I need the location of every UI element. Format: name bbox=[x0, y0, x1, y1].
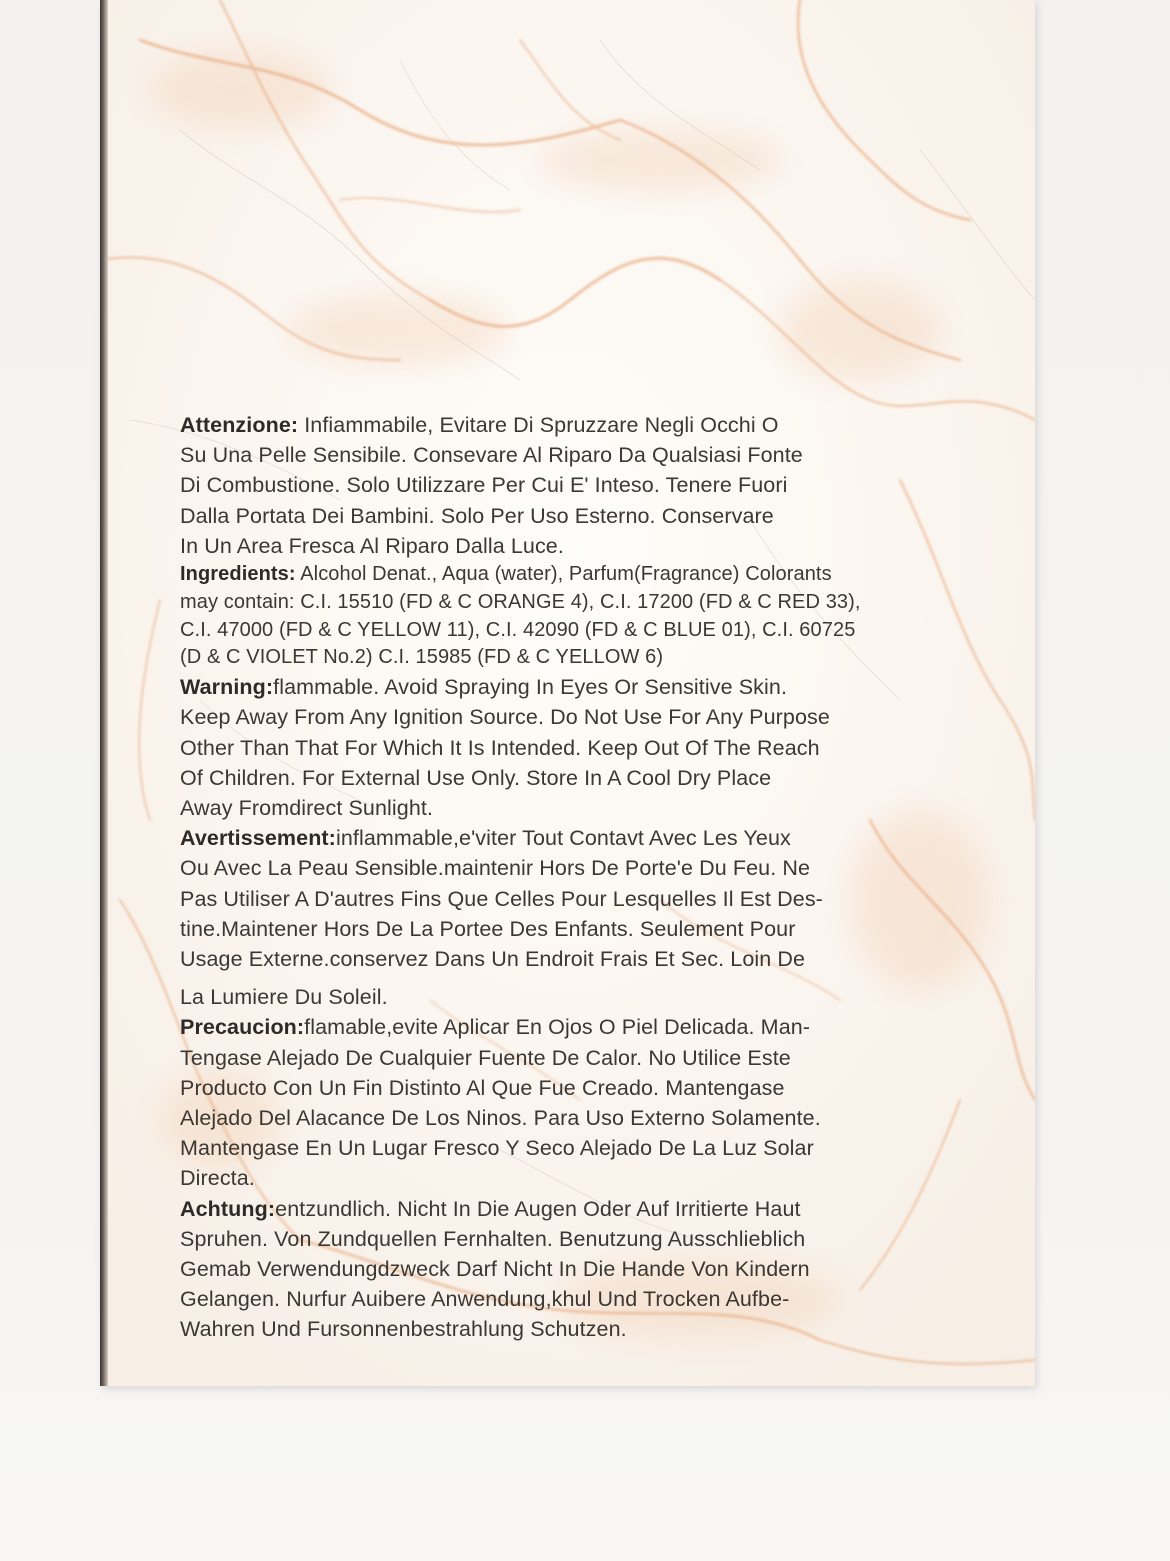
italian-warning-line: In Un Area Fresca Al Riparo Dalla Luce. bbox=[180, 533, 564, 558]
french-warning-line: Usage Externe.conservez Dans Un Endroit Frais Et Sec. Loin De bbox=[180, 947, 806, 972]
italian-warning-heading: Attenzione: bbox=[180, 413, 299, 437]
ingredients-line: C.I. 47000 (FD & C YELLOW 11), C.I. 42090 (FD & C BLUE 01), C.I. 60725 bbox=[180, 618, 856, 641]
french-warning-line: Ou Avec La Peau Sensible.maintenir Hors De Porte'e Du Feu. Ne bbox=[180, 856, 811, 881]
italian-warning-line: Infiammabile, Evitare Di Spruzzare Negli Occhi O bbox=[298, 413, 779, 437]
spanish-warning-heading: Precaucion: bbox=[180, 1015, 305, 1040]
german-warning-line: Gelangen. Nurfur Auibere Anwendung,khul Und Trocken Aufbe- bbox=[180, 1287, 790, 1312]
spanish-warning bbox=[180, 1012, 980, 1193]
spanish-warning-line: Producto Con Un Fin Distinto Al Que Fue Creado. Mantengase bbox=[180, 1075, 785, 1100]
spanish-warning-line: Mantengase En Un Lugar Fresco Y Seco Alejado De La Luz Solar bbox=[180, 1136, 814, 1161]
english-warning-line: Keep Away From Any Ignition Source. Do Not Use For Any Purpose bbox=[180, 705, 830, 730]
italian-warning-line: Di Combustione. Solo Utilizzare Per Cui E' Inteso. Tenere Fuori bbox=[180, 473, 788, 498]
spanish-warning-line: Tengase Alejado De Cualquier Fuente De Calor. No Utilice Este bbox=[180, 1045, 791, 1070]
german-warning-line: Gemab Verwendungdzweck Darf Nicht In Die Hande Von Kindern bbox=[180, 1257, 810, 1282]
ingredients-line: (D & C VIOLET No.2) C.I. 15985 (FD & C YELLOW 6) bbox=[180, 646, 664, 669]
italian-warning-line: Dalla Portata Dei Bambini. Solo Per Uso Esterno. Conservare bbox=[180, 503, 774, 528]
warning-label-text bbox=[180, 410, 980, 1345]
french-warning-heading: Avertissement: bbox=[180, 826, 336, 851]
spanish-warning-line: flamable,evite Aplicar En Ojos O Piel Delicada. Man- bbox=[304, 1015, 811, 1040]
german-warning-heading: Achtung: bbox=[180, 1196, 276, 1221]
ingredients-heading: Ingredients: bbox=[180, 563, 296, 586]
english-warning-line: Other Than That For Which It Is Intended. Keep Out Of The Reach bbox=[180, 735, 820, 760]
english-warning bbox=[180, 672, 980, 823]
perfume-box-side-panel bbox=[100, 0, 1035, 1386]
ingredients-line: Alcohol Denat., Aqua (water), Parfum(Fragrance) Colorants bbox=[295, 563, 832, 586]
spanish-warning-line: Alejado Del Alacance De Los Ninos. Para Uso Externo Solamente. bbox=[180, 1106, 821, 1131]
german-warning bbox=[180, 1194, 980, 1345]
german-warning-line: entzundlich. Nicht In Die Augen Oder Auf Irritierte Haut bbox=[275, 1196, 801, 1221]
spanish-warning-line: Directa. bbox=[180, 1166, 255, 1191]
french-warning-line: Pas Utiliser A D'autres Fins Que Celles Pour Lesquelles Il Est Des- bbox=[180, 886, 823, 911]
french-warning-line: inflammable,e'viter Tout Contavt Avec Les Yeux bbox=[335, 826, 791, 851]
german-warning-line: Spruhen. Von Zundquellen Fernhalten. Benutzung Ausschlieblich bbox=[180, 1226, 806, 1251]
english-warning-line: Of Children. For External Use Only. Store In A Cool Dry Place bbox=[180, 765, 772, 790]
italian-warning-line: Su Una Pelle Sensibile. Consevare Al Riparo Da Qualsiasi Fonte bbox=[180, 443, 803, 468]
italian-warning bbox=[180, 410, 980, 561]
french-warning-line: La Lumiere Du Soleil. bbox=[180, 985, 388, 1010]
german-warning-line: Wahren Und Fursonnenbestrahlung Schutzen. bbox=[180, 1317, 627, 1342]
ingredients-list bbox=[180, 561, 980, 672]
ingredients-line: may contain: C.I. 15510 (FD & C ORANGE 4), C.I. 17200 (FD & C RED 33), bbox=[180, 590, 861, 613]
english-warning-line: flammable. Avoid Spraying In Eyes Or Sensitive Skin. bbox=[273, 675, 788, 700]
french-warning-line: tine.Maintener Hors De La Portee Des Enfants. Seulement Pour bbox=[180, 916, 796, 941]
english-warning-line: Away Fromdirect Sunlight. bbox=[180, 796, 434, 821]
english-warning-heading: Warning: bbox=[180, 675, 274, 700]
french-warning bbox=[180, 823, 980, 1012]
box-edge-shadow bbox=[100, 0, 108, 1386]
